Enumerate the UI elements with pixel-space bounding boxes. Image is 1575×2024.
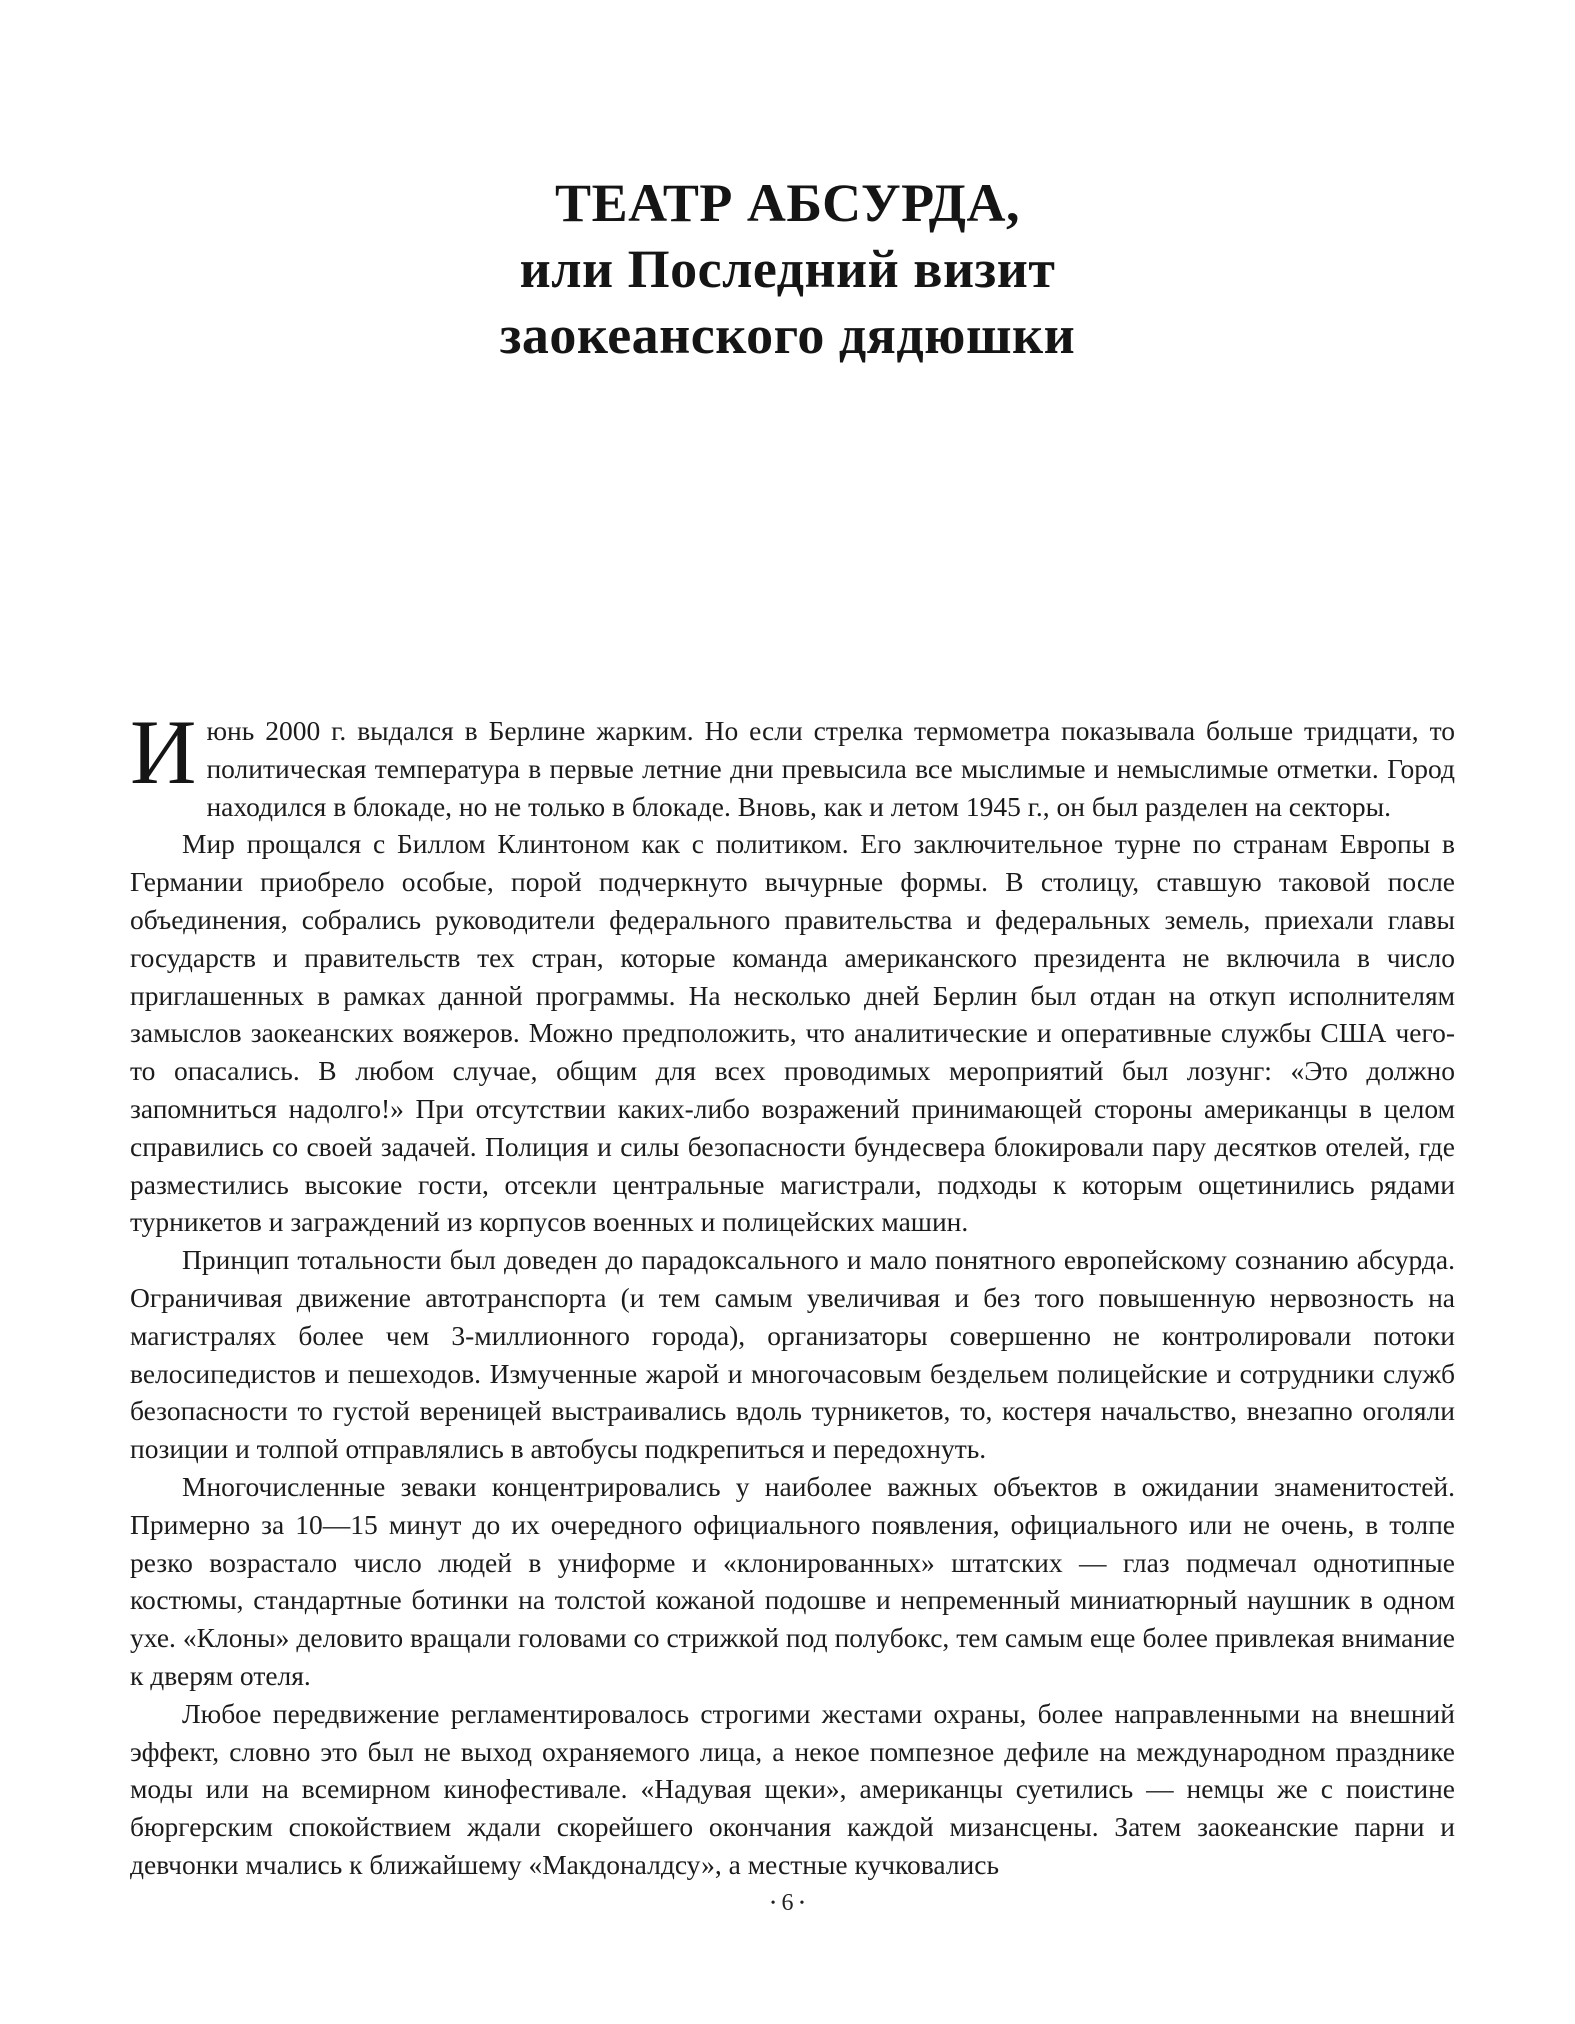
ornament-dot-right-icon: •	[799, 1896, 805, 1912]
paragraph-2: Мир прощался с Биллом Клинтоном как с политиком. Его заключительное турне по странам Европы в Германии приобрело особые, порой подчеркнуто вычурные формы. В столицу, ставшую таковой после объединения, собрались руководители федерального правительства и федеральных земель, приехали главы государств и правительств тех стран, которые команда американского президента не включила в число приглашенных в рамках данной программы. На несколько дней Берлин был отдан на откуп исполнителям замыслов заокеанских вояжеров. Можно предположить, что аналитические и оперативные службы США чего-то опасались. В любом случае, общим для всех проводимых мероприятий был лозунг: «Это должно запомниться надолго!» При отсутствии каких-либо возражений принимающей стороны американцы в целом справились со своей задачей. Полиция и силы безопасности бундесвера блокировали пару десятков отелей, где разместились высокие гости, отсекли центральные магистрали, подходы к которым ощетинились рядами турникетов и заграждений из корпусов военных и полицейских машин.	[130, 828, 1455, 1238]
chapter-title-line-2: или Последний визит	[519, 239, 1056, 299]
paragraph-3: Принцип тотальности был доведен до парадоксального и мало понятного европейскому сознанию абсурда. Ограничивая движение автотранспорта (и тем самым увеличивая и без того повышенную нервозность на магистралях более чем 3-миллионного города), организаторы совершенно не контролировали потоки велосипедистов и пешеходов. Измученные жарой и многочасовым бездельем полицейские и сотрудники служб безопасности то густой вереницей выстраивались вдоль турникетов, то, костеря начальство, внезапно оголяли позиции и толпой отправлялись в автобусы подкрепиться и передохнуть.	[130, 1244, 1455, 1465]
chapter-body	[130, 701, 1455, 1884]
ornament-dot-left-icon: •	[770, 1896, 776, 1912]
chapter-title-line-1: ТЕАТР АБСУРДА,	[555, 173, 1020, 233]
paragraph-4: Многочисленные зеваки концентрировались у наиболее важных объектов в ожидании знаменитостей. Примерно за 10—15 минут до их очередного официального появления, официального или не очень, в толпе резко возрастало число людей в униформе и «клонированных» штатских — глаз подмечал однотипные костюмы, стандартные ботинки на толстой кожаной подошве и непременный миниатюрный наушник в одном ухе. «Клоны» деловито вращали головами со стрижкой под полубокс, тем самым еще более привлекая внимание к дверям отеля.	[130, 1470, 1455, 1691]
page-number	[0, 1890, 1575, 1917]
paragraph-5: Любое передвижение регламентировалось строгими жестами охраны, более направленными на внешний эффект, словно это был не выход охраняемого лица, а некое помпезное дефиле на международном празднике моды или на всемирном кинофестивале. «Надувая щеки», американцы суетились — немцы же с поистине бюргерским спокойствием ждали скорейшего окончания каждой мизансцены. Затем заокеанские парни и девчонки мчались к ближайшему «Макдоналдсу», а местные кучковались	[130, 1697, 1455, 1880]
chapter-title	[0, 170, 1575, 368]
paragraph-1	[130, 701, 1455, 825]
paragraph-1-text: юнь 2000 г. выдался в Берлине жарким. Но если стрелка термометра показывала больше тридцати, то политическая температура в первые летние дни превысила все мыслимые и немыслимые отметки. Город находился в блокаде, но не только в блокаде. Вновь, как и летом 1945 г., он был разделен на секторы.	[206, 715, 1455, 822]
chapter-title-line-3: заокеанского дядюшки	[499, 305, 1076, 365]
drop-cap-letter: И	[130, 701, 197, 803]
page-number-value: 6	[781, 1890, 794, 1916]
